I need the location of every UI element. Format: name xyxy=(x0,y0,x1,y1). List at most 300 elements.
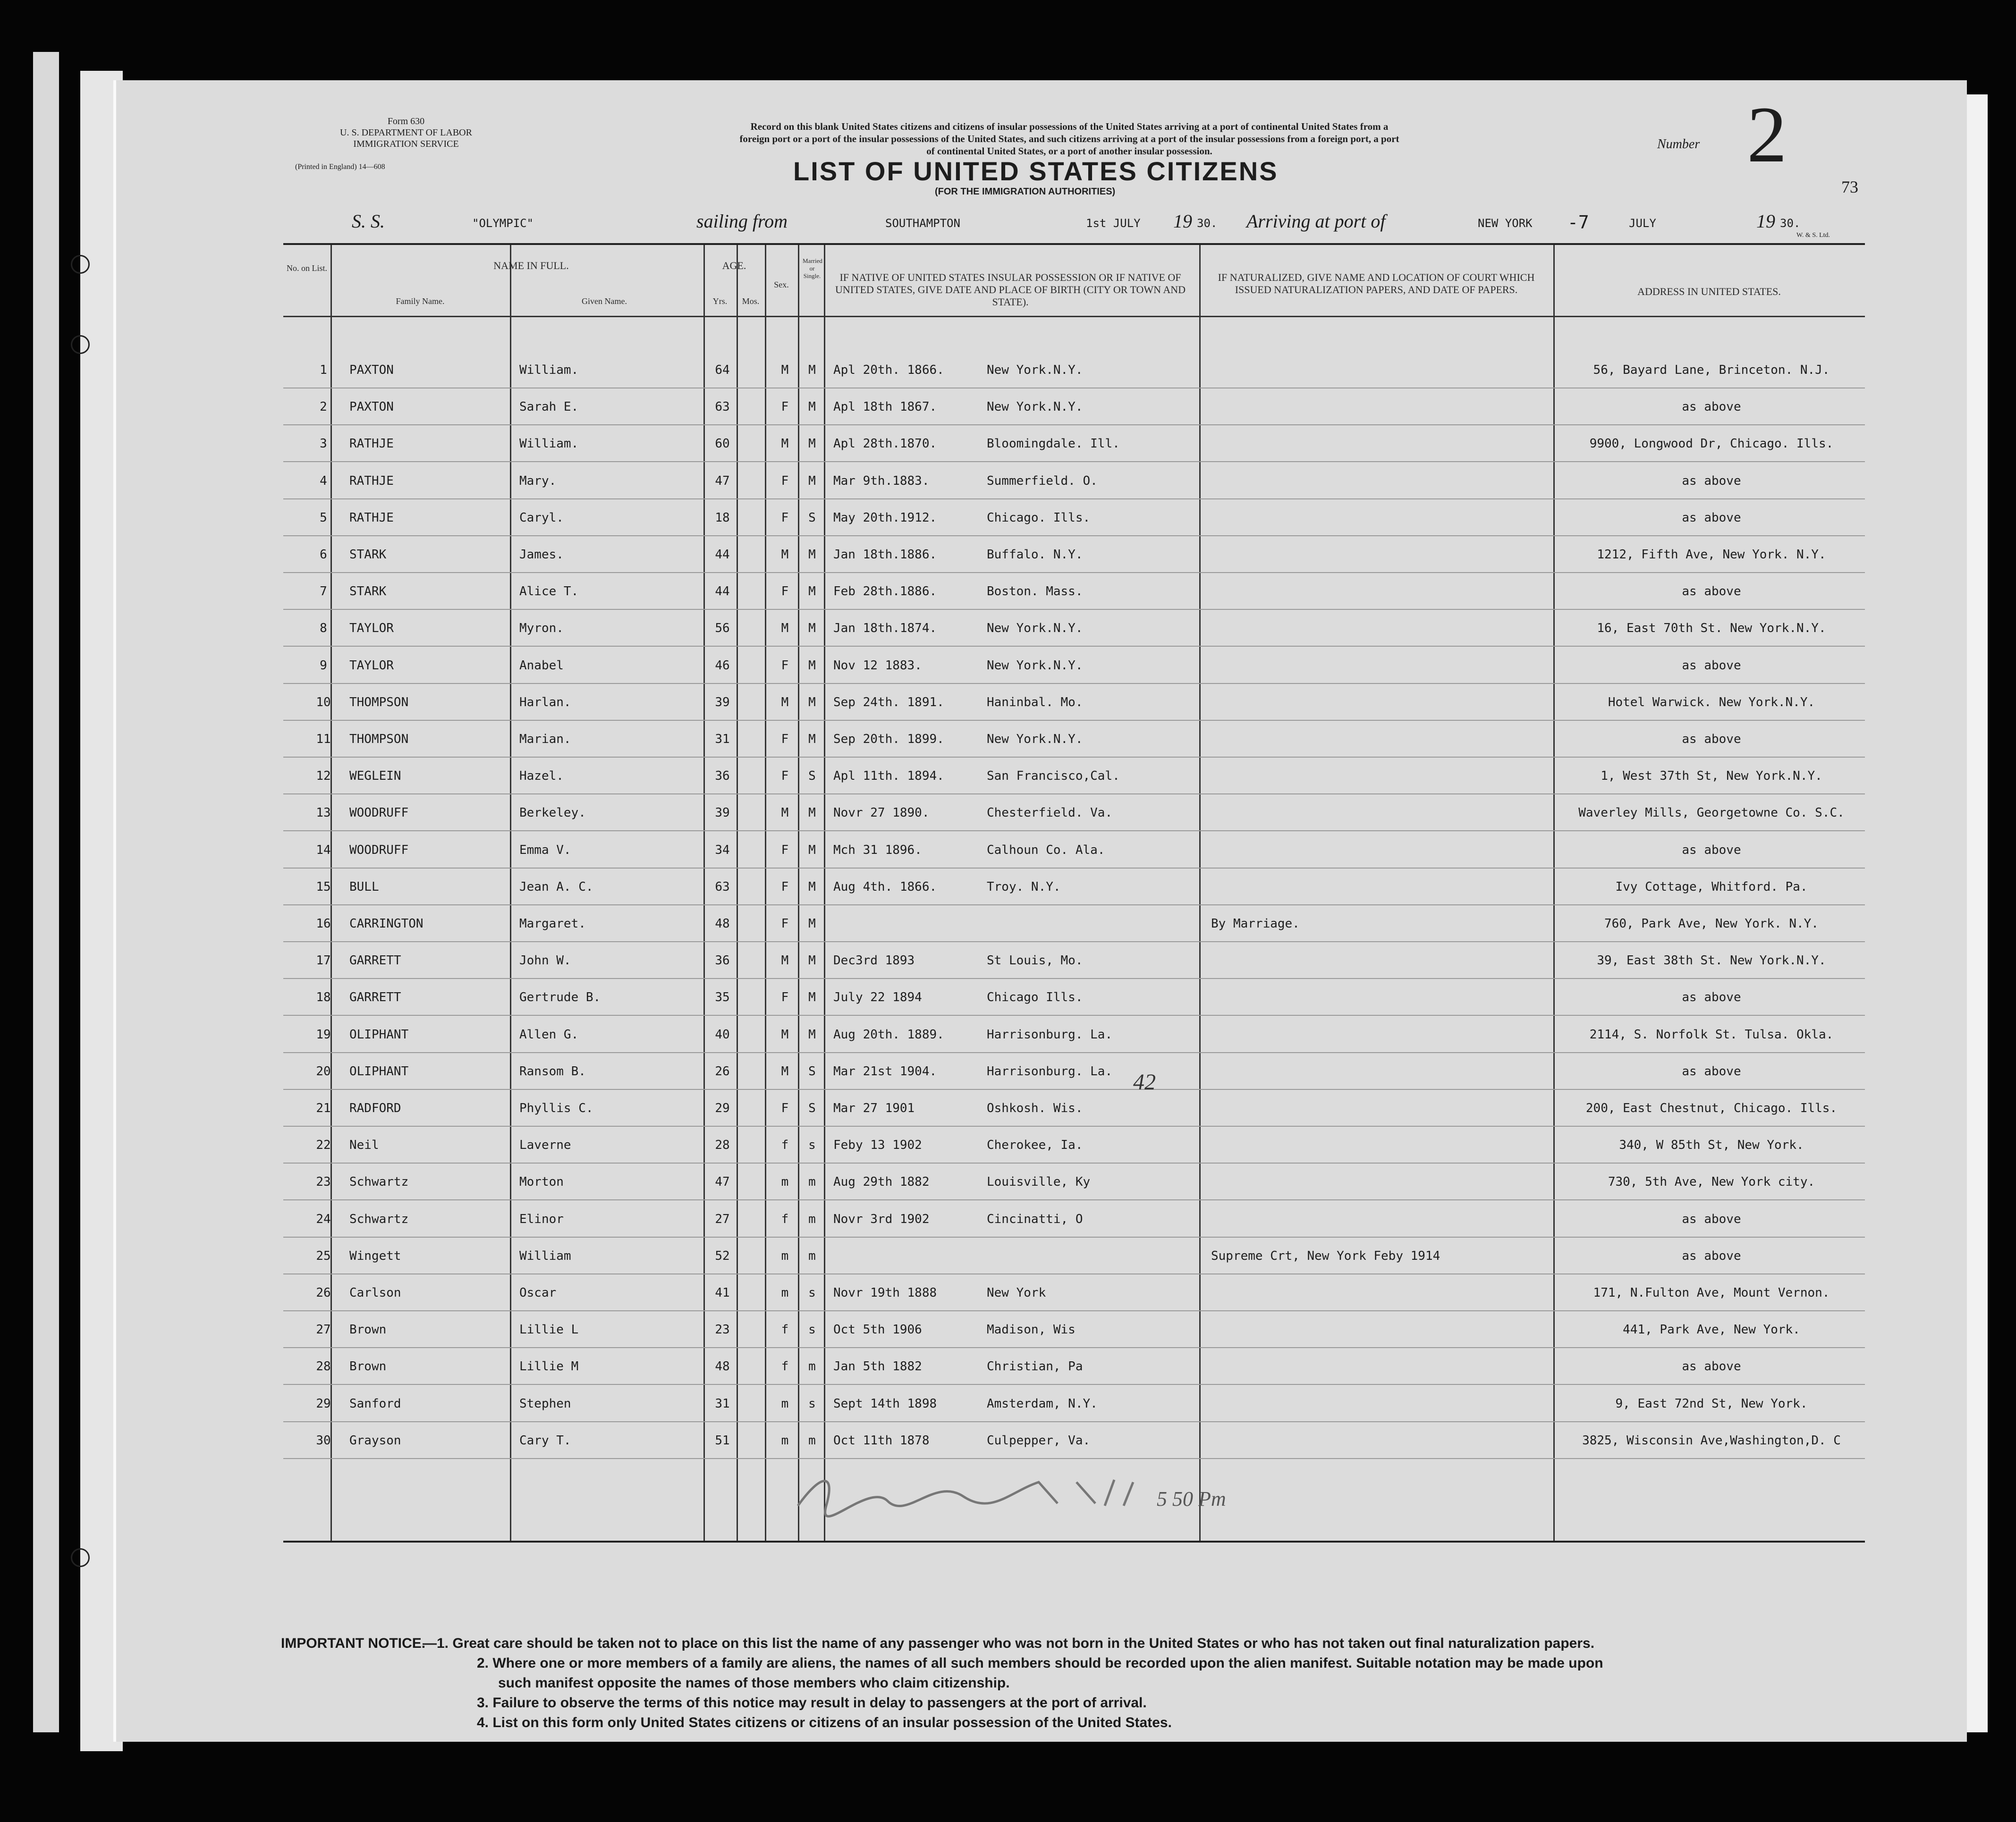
cell-no: 21 xyxy=(316,1101,331,1115)
cell-family: Neil xyxy=(349,1138,379,1153)
cell-given: William. xyxy=(519,437,579,451)
cell-no: 1 xyxy=(320,363,327,377)
cell-ms: M xyxy=(808,363,816,377)
cell-nat: By Marriage. xyxy=(1211,917,1300,931)
cell-ms: M xyxy=(808,879,816,894)
cell-yrs: 23 xyxy=(715,1323,730,1337)
cell-yrs: 31 xyxy=(715,732,730,746)
cell-ms: S xyxy=(808,1064,816,1079)
cell-family: GARRETT xyxy=(349,990,401,1005)
ring-hole xyxy=(71,335,90,354)
cell-yrs: 39 xyxy=(715,806,730,820)
cell-address: as above xyxy=(1682,510,1741,525)
cell-no: 12 xyxy=(316,769,331,784)
arrival-day: -7 xyxy=(1567,212,1589,233)
cell-yrs: 40 xyxy=(715,1027,730,1042)
header-family-name: Family Name. xyxy=(396,296,445,306)
cell-given: Hazel. xyxy=(519,769,564,784)
cell-no: 22 xyxy=(316,1138,331,1153)
departure-year: 30. xyxy=(1197,217,1218,230)
cell-birth-date: July 22 1894 xyxy=(833,990,922,1005)
cell-sex: F xyxy=(781,990,789,1005)
cell-family: BULL xyxy=(349,879,379,894)
cell-address: 3825, Wisconsin Ave,Washington,D. C xyxy=(1582,1433,1841,1448)
cell-yrs: 36 xyxy=(715,953,730,968)
cell-no: 20 xyxy=(316,1064,331,1079)
table-row xyxy=(283,352,1865,388)
header-name-in-full: NAME IN FULL. xyxy=(493,260,569,271)
table-row xyxy=(283,1164,1865,1200)
cell-given: Sarah E. xyxy=(519,400,579,414)
cell-address: 1212, Fifth Ave, New York. N.Y. xyxy=(1597,548,1826,562)
cell-family: RATHJE xyxy=(349,437,394,451)
cell-address: 171, N.Fulton Ave, Mount Vernon. xyxy=(1593,1286,1830,1300)
cell-no: 23 xyxy=(316,1175,331,1189)
cell-no: 6 xyxy=(320,548,327,562)
cell-family: TAYLOR xyxy=(349,621,394,636)
cell-ms: s xyxy=(808,1138,816,1153)
notice-item-4: 4. List on this form only United States citizens or citizens of an insular possession of the United States. xyxy=(477,1715,1172,1730)
cell-ms: S xyxy=(808,769,816,784)
cell-birth-place: Madison, Wis xyxy=(987,1323,1076,1337)
cell-address: 760, Park Ave, New York. N.Y. xyxy=(1604,917,1819,931)
cell-birth-place: Cherokee, Ia. xyxy=(987,1138,1083,1153)
arrival-year: 30. xyxy=(1780,217,1801,230)
cell-birth-date: Oct 11th 1878 xyxy=(833,1433,930,1448)
cell-ms: M xyxy=(808,917,816,931)
cell-yrs: 46 xyxy=(715,658,730,673)
cell-birth-date: Aug 4th. 1866. xyxy=(833,879,937,894)
cell-birth-place: New York.N.Y. xyxy=(987,621,1083,636)
table-row xyxy=(283,1016,1865,1053)
cell-yrs: 29 xyxy=(715,1101,730,1115)
table-row xyxy=(283,869,1865,905)
cell-birth-place: Calhoun Co. Ala. xyxy=(987,843,1105,857)
cell-birth-place: New York.N.Y. xyxy=(987,658,1083,673)
cell-birth-place: Chicago. Ills. xyxy=(987,510,1091,525)
page-subtitle: (FOR THE IMMIGRATION AUTHORITIES) xyxy=(935,186,1116,197)
header-mos: Mos. xyxy=(742,296,760,306)
cell-ms: M xyxy=(808,658,816,673)
cell-sex: F xyxy=(781,879,789,894)
cell-given: Margaret. xyxy=(519,917,586,931)
cell-no: 14 xyxy=(316,843,331,857)
cell-ms: S xyxy=(808,1101,816,1115)
ring-hole xyxy=(71,1548,90,1567)
cell-sex: m xyxy=(781,1175,789,1189)
cell-family: THOMPSON xyxy=(349,732,409,746)
header-birth: IF NATIVE OF UNITED STATES INSULAR POSSESSION OR IF NATIVE OF UNITED STATES, GIVE DATE AND PLACE OF BIRTH (CITY OR TOWN AND STATE). xyxy=(835,271,1186,308)
cell-ms: M xyxy=(808,990,816,1005)
instructions-line-1: Record on this blank United States citizens and citizens of insular possessions of the United States arriving at a port of continental United States from a xyxy=(750,121,1389,132)
cell-sex: m xyxy=(781,1248,789,1263)
cell-ms: M xyxy=(808,843,816,857)
arrival-month: JULY xyxy=(1629,217,1656,230)
instructions-line-2: foreign port or a port of the insular possessions of the United States, and such citizens arriving at a port of the insular possessions from a foreign port, a port xyxy=(739,133,1399,144)
cell-address: as above xyxy=(1682,843,1741,857)
cell-family: OLIPHANT xyxy=(349,1027,409,1042)
cell-family: TAYLOR xyxy=(349,658,394,673)
cell-birth-date: Dec3rd 1893 xyxy=(833,953,915,968)
number-label: Number xyxy=(1657,137,1700,152)
cell-birth-place: Summerfield. O. xyxy=(987,473,1098,488)
table-row xyxy=(283,1201,1865,1238)
cell-birth-date: Feb 28th.1886. xyxy=(833,584,937,599)
cell-sex: m xyxy=(781,1396,789,1411)
cell-birth-date: Apl 11th. 1894. xyxy=(833,769,944,784)
cell-given: Mary. xyxy=(519,473,557,488)
table-row xyxy=(283,647,1865,684)
cell-sex: F xyxy=(781,732,789,746)
cell-given: Morton xyxy=(519,1175,564,1189)
cell-yrs: 34 xyxy=(715,843,730,857)
cell-birth-date: Mar 21st 1904. xyxy=(833,1064,937,1079)
cell-address: 340, W 85th St, New York. xyxy=(1619,1138,1804,1153)
cell-given: Harlan. xyxy=(519,695,571,709)
cell-address: as above xyxy=(1682,658,1741,673)
cell-address: as above xyxy=(1682,1064,1741,1079)
cell-no: 2 xyxy=(320,400,327,414)
cell-address: as above xyxy=(1682,473,1741,488)
cell-family: Brown xyxy=(349,1323,387,1337)
cell-given: Elinor xyxy=(519,1212,564,1226)
arrival-port: NEW YORK xyxy=(1478,217,1533,230)
cell-sex: F xyxy=(781,843,789,857)
cell-sex: M xyxy=(781,1064,789,1079)
cell-sex: F xyxy=(781,584,789,599)
cell-birth-place: Troy. N.Y. xyxy=(987,879,1061,894)
cell-birth-place: New York xyxy=(987,1286,1046,1300)
cell-no: 18 xyxy=(316,990,331,1005)
cell-birth-date: Mch 31 1896. xyxy=(833,843,922,857)
table-row xyxy=(283,610,1865,647)
cell-sex: F xyxy=(781,510,789,525)
notice-item-2-cont: such manifest opposite the names of those members who claim citizenship. xyxy=(498,1675,1010,1691)
cell-sex: f xyxy=(781,1323,789,1337)
cell-address: as above xyxy=(1682,1248,1741,1263)
ring-hole xyxy=(71,255,90,274)
cell-yrs: 48 xyxy=(715,1359,730,1374)
cell-birth-date: Sept 14th 1898 xyxy=(833,1396,937,1411)
cell-yrs: 52 xyxy=(715,1248,730,1263)
cell-given: Gertrude B. xyxy=(519,990,601,1005)
cell-sex: F xyxy=(781,400,789,414)
table-row xyxy=(283,832,1865,869)
table-row xyxy=(283,1127,1865,1164)
cell-sex: M xyxy=(781,363,789,377)
arriving-label: Arriving at port of xyxy=(1246,211,1386,232)
cell-family: CARRINGTON xyxy=(349,917,424,931)
cell-sex: F xyxy=(781,473,789,488)
cell-yrs: 26 xyxy=(715,1064,730,1079)
binder-strip xyxy=(33,52,59,1732)
cell-sex: M xyxy=(781,953,789,968)
cell-yrs: 64 xyxy=(715,363,730,377)
cell-no: 19 xyxy=(316,1027,331,1042)
cell-ms: M xyxy=(808,806,816,820)
cell-address: 200, East Chestnut, Chicago. Ills. xyxy=(1585,1101,1838,1115)
cell-sex: M xyxy=(781,437,789,451)
cell-address: 1, West 37th St, New York.N.Y. xyxy=(1601,769,1822,784)
notice-item-1: —1. Great care should be taken not to place on this list the name of any passenger who was not born in the United States or who has not taken out final naturalization papers. xyxy=(423,1636,1595,1651)
cell-no: 27 xyxy=(316,1323,331,1337)
cell-birth-date: Mar 9th.1883. xyxy=(833,473,930,488)
cell-birth-place: Culpepper, Va. xyxy=(987,1433,1091,1448)
cell-birth-place: Chesterfield. Va. xyxy=(987,806,1113,820)
table-row xyxy=(283,573,1865,610)
cell-ms: m xyxy=(808,1433,816,1448)
cell-address: Ivy Cottage, Whitford. Pa. xyxy=(1615,879,1808,894)
table-row xyxy=(283,1348,1865,1385)
cell-family: PAXTON xyxy=(349,363,394,377)
cell-sex: F xyxy=(781,769,789,784)
cell-ms: M xyxy=(808,400,816,414)
table-row xyxy=(283,1090,1865,1127)
cell-address: 2114, S. Norfolk St. Tulsa. Okla. xyxy=(1589,1027,1834,1042)
cell-given: Emma V. xyxy=(519,843,571,857)
cell-ms: m xyxy=(808,1175,816,1189)
cell-given: Phyllis C. xyxy=(519,1101,593,1115)
ss-label: S. S. xyxy=(352,211,385,232)
cell-sex: m xyxy=(781,1433,789,1448)
cell-no: 24 xyxy=(316,1212,331,1226)
cell-address: 9, East 72nd St, New York. xyxy=(1615,1396,1808,1411)
cell-birth-date: May 20th.1912. xyxy=(833,510,937,525)
list-number-suffix: 73 xyxy=(1841,177,1858,196)
cell-no: 8 xyxy=(320,621,327,636)
cell-family: RATHJE xyxy=(349,510,394,525)
cell-no: 30 xyxy=(316,1433,331,1448)
cell-no: 10 xyxy=(316,695,331,709)
ship-name: "OLYMPIC" xyxy=(472,217,534,230)
cell-ms: s xyxy=(808,1323,816,1337)
cell-family: WEGLEIN xyxy=(349,769,401,784)
departure-port: SOUTHAMPTON xyxy=(885,217,960,230)
cell-address: as above xyxy=(1682,1212,1741,1226)
cell-sex: M xyxy=(781,695,789,709)
cell-address: as above xyxy=(1682,990,1741,1005)
cell-birth-date: Mar 27 1901 xyxy=(833,1101,915,1115)
cell-ms: s xyxy=(808,1286,816,1300)
cell-birth-date: Novr 19th 1888 xyxy=(833,1286,937,1300)
table-row xyxy=(283,1422,1865,1459)
cell-sex: f xyxy=(781,1212,789,1226)
voyage-line xyxy=(293,210,1860,238)
departure-date: 1st JULY xyxy=(1086,217,1141,230)
page-title: LIST OF UNITED STATES CITIZENS xyxy=(793,156,1279,186)
cell-address: as above xyxy=(1682,584,1741,599)
cell-family: Schwartz xyxy=(349,1212,409,1226)
header-given-name: Given Name. xyxy=(582,296,627,306)
cell-birth-date: Nov 12 1883. xyxy=(833,658,922,673)
table-row xyxy=(283,1238,1865,1274)
important-notice-heading: IMPORTANT NOTICE. xyxy=(281,1636,426,1651)
cell-given: Berkeley. xyxy=(519,806,586,820)
cell-yrs: 47 xyxy=(715,1175,730,1189)
cell-ms: m xyxy=(808,1248,816,1263)
cell-no: 13 xyxy=(316,806,331,820)
cell-yrs: 47 xyxy=(715,473,730,488)
cell-sex: F xyxy=(781,1101,789,1115)
cell-ms: M xyxy=(808,473,816,488)
cell-no: 28 xyxy=(316,1359,331,1374)
cell-birth-date: Jan 18th.1886. xyxy=(833,548,937,562)
cell-given: Marian. xyxy=(519,732,571,746)
cell-birth-date: Novr 3rd 1902 xyxy=(833,1212,930,1226)
cell-birth-date: Jan 18th.1874. xyxy=(833,621,937,636)
cell-given: James. xyxy=(519,548,564,562)
cell-no: 5 xyxy=(320,510,327,525)
cell-yrs: 63 xyxy=(715,879,730,894)
cell-family: WOODRUFF xyxy=(349,843,409,857)
table-row xyxy=(283,463,1865,499)
form-header-left xyxy=(340,116,472,150)
department-name: U. S. DEPARTMENT OF LABOR xyxy=(340,127,472,138)
cell-family: Brown xyxy=(349,1359,387,1374)
cell-family: GARRETT xyxy=(349,953,401,968)
cell-given: Myron. xyxy=(519,621,564,636)
header-age: AGE. xyxy=(722,260,746,271)
table-row xyxy=(283,425,1865,462)
cell-yrs: 36 xyxy=(715,769,730,784)
cell-given: Allen G. xyxy=(519,1027,579,1042)
form-number: Form 630 xyxy=(387,116,425,127)
cell-birth-place: Boston. Mass. xyxy=(987,584,1083,599)
cell-family: Grayson xyxy=(349,1433,401,1448)
cell-yrs: 28 xyxy=(715,1138,730,1153)
cell-given: Caryl. xyxy=(519,510,564,525)
year-label-2: 19 xyxy=(1756,211,1775,232)
cell-ms: M xyxy=(808,437,816,451)
cell-yrs: 41 xyxy=(715,1286,730,1300)
cell-birth-place: Haninbal. Mo. xyxy=(987,695,1083,709)
cell-family: STARK xyxy=(349,548,387,562)
cell-birth-place: Christian, Pa xyxy=(987,1359,1083,1374)
cell-address: 9900, Longwood Dr, Chicago. Ills. xyxy=(1589,437,1834,451)
cell-address: as above xyxy=(1682,732,1741,746)
cell-family: Schwartz xyxy=(349,1175,409,1189)
cell-ms: M xyxy=(808,548,816,562)
cell-sex: M xyxy=(781,806,789,820)
cell-birth-date: Jan 5th 1882 xyxy=(833,1359,922,1374)
cell-family: Wingett xyxy=(349,1248,401,1263)
cell-ms: M xyxy=(808,1027,816,1042)
instructions-line-3: of continental United States, or a port of another insular possession. xyxy=(926,145,1212,157)
cell-yrs: 39 xyxy=(715,695,730,709)
inspector-signature xyxy=(793,1463,1265,1525)
cell-no: 4 xyxy=(320,473,327,488)
table-row xyxy=(283,1053,1865,1090)
cell-given: Ransom B. xyxy=(519,1064,586,1079)
cell-sex: F xyxy=(781,917,789,931)
cell-family: WOODRUFF xyxy=(349,806,409,820)
cell-birth-place: New York.N.Y. xyxy=(987,400,1083,414)
notice-item-2: 2. Where one or more members of a family are aliens, the names of all such members should be recorded upon the alien manifest. Suitable notation may be made upon xyxy=(477,1655,1603,1671)
cell-birth-date: Apl 18th 1867. xyxy=(833,400,937,414)
cell-birth-date: Aug 20th. 1889. xyxy=(833,1027,944,1042)
cell-sex: m xyxy=(781,1286,789,1300)
cell-no: 16 xyxy=(316,917,331,931)
cell-given: Anabel xyxy=(519,658,564,673)
cell-yrs: 51 xyxy=(715,1433,730,1448)
cell-given: Laverne xyxy=(519,1138,571,1153)
cell-birth-place: Harrisonburg. La. xyxy=(987,1027,1113,1042)
table-row xyxy=(283,1385,1865,1422)
header-married-single: Married or Single. xyxy=(803,257,822,279)
cell-yrs: 31 xyxy=(715,1396,730,1411)
printer-mark: W. & S. Ltd. xyxy=(1796,232,1830,239)
cell-given: Stephen xyxy=(519,1396,571,1411)
cell-family: PAXTON xyxy=(349,400,394,414)
cell-no: 11 xyxy=(316,732,331,746)
cell-birth-date: Apl 28th.1870. xyxy=(833,437,937,451)
cell-birth-date: Feby 13 1902 xyxy=(833,1138,922,1153)
cell-birth-date: Apl 20th. 1866. xyxy=(833,363,944,377)
cell-birth-date: Sep 20th. 1899. xyxy=(833,732,944,746)
table-row xyxy=(283,758,1865,794)
cell-no: 3 xyxy=(320,437,327,451)
cell-family: Sanford xyxy=(349,1396,401,1411)
instructions xyxy=(585,120,1553,157)
cell-nat: Supreme Crt, New York Feby 1914 xyxy=(1211,1248,1440,1263)
cell-birth-place: Chicago Ills. xyxy=(987,990,1083,1005)
header-yrs: Yrs. xyxy=(712,296,728,306)
cell-sex: f xyxy=(781,1138,789,1153)
notice-item-3: 3. Failure to observe the terms of this notice may result in delay to passengers at the port of arrival. xyxy=(477,1695,1147,1711)
cell-address: as above xyxy=(1682,400,1741,414)
cell-family: THOMPSON xyxy=(349,695,409,709)
header-naturalized: IF NATURALIZED, GIVE NAME AND LOCATION OF COURT WHICH ISSUED NATURALIZATION PAPERS, AND DATE OF PAPERS. xyxy=(1218,271,1535,295)
cell-sex: f xyxy=(781,1359,789,1374)
cell-birth-place: Bloomingdale. Ill. xyxy=(987,437,1120,451)
cell-birth-place: Harrisonburg. La. xyxy=(987,1064,1113,1079)
cell-address: 56, Bayard Lane, Brinceton. N.J. xyxy=(1593,363,1830,377)
cell-birth-place: Cincinatti, O xyxy=(987,1212,1083,1226)
cell-given: Jean A. C. xyxy=(519,879,593,894)
cell-given: Oscar xyxy=(519,1286,557,1300)
header-address: ADDRESS IN UNITED STATES. xyxy=(1637,286,1781,297)
cell-given: William xyxy=(519,1248,571,1263)
cell-birth-place: Amsterdam, N.Y. xyxy=(987,1396,1098,1411)
cell-birth-date: Oct 5th 1906 xyxy=(833,1323,922,1337)
cell-family: Carlson xyxy=(349,1286,401,1300)
table-row xyxy=(283,388,1865,425)
table-row xyxy=(283,942,1865,979)
cell-ms: S xyxy=(808,510,816,525)
cell-yrs: 56 xyxy=(715,621,730,636)
table-row xyxy=(283,536,1865,573)
table-row xyxy=(283,1311,1865,1348)
cell-no: 15 xyxy=(316,879,331,894)
cell-no: 17 xyxy=(316,953,331,968)
cell-birth-date: Novr 27 1890. xyxy=(833,806,930,820)
header-sex: Sex. xyxy=(774,280,789,289)
cell-yrs: 63 xyxy=(715,400,730,414)
cell-ms: m xyxy=(808,1359,816,1374)
time-annotation: 5 50 Pm xyxy=(1157,1487,1226,1510)
cell-birth-date: Sep 24th. 1891. xyxy=(833,695,944,709)
table-row xyxy=(283,1274,1865,1311)
cell-family: OLIPHANT xyxy=(349,1064,409,1079)
cell-birth-place: Buffalo. N.Y. xyxy=(987,548,1083,562)
header-rule xyxy=(283,316,1865,317)
table-row xyxy=(283,684,1865,721)
cell-ms: M xyxy=(808,953,816,968)
cell-no: 7 xyxy=(320,584,327,599)
table-row xyxy=(283,794,1865,831)
table-row xyxy=(283,499,1865,536)
cell-yrs: 60 xyxy=(715,437,730,451)
